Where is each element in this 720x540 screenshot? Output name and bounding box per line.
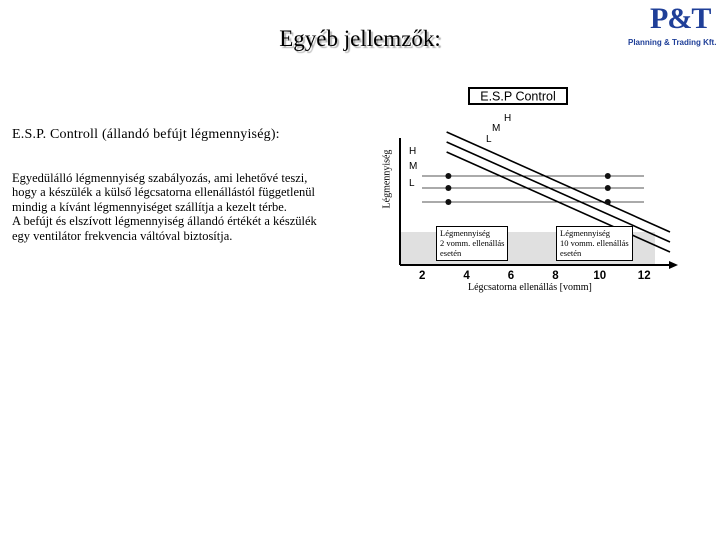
logo-subtitle: Planning & Trading Kft. xyxy=(628,38,717,47)
x-tick-label: 10 xyxy=(593,270,607,282)
description-paragraph xyxy=(12,171,362,243)
note-line: esetén xyxy=(440,248,462,258)
note-line: 10 vomm. ellenállás xyxy=(560,238,629,248)
paragraph-line: egy ventilátor frekvencia váltóval biztosítja. xyxy=(12,228,233,243)
logo-mark: P&T xyxy=(650,2,711,35)
note-2-vomm xyxy=(436,226,508,261)
operating-point xyxy=(605,173,611,179)
paragraph-line: A befújt és elszívott légmennyiség állandó értékét a készülék xyxy=(12,214,317,229)
x-tick-label: 8 xyxy=(552,270,559,282)
paragraph-line: hogy a készülék a külső légcsatorna ellenállástól függetlenül xyxy=(12,185,316,200)
operating-point xyxy=(445,173,451,179)
note-line: 2 vomm. ellenállás xyxy=(440,238,505,248)
y-axis-label: Légmennyiség xyxy=(381,149,393,209)
x-tick-label: 2 xyxy=(418,270,426,282)
curve-labels-top xyxy=(486,113,511,145)
operating-point xyxy=(445,185,451,191)
x-axis-arrow xyxy=(669,261,678,269)
x-tick-label: 4 xyxy=(463,270,470,282)
curve-labels-side xyxy=(409,146,417,189)
company-logo xyxy=(624,2,720,52)
operating-point xyxy=(605,199,611,205)
curve-label-m-top: M xyxy=(492,123,501,134)
operating-point xyxy=(605,185,611,191)
paragraph-line: Egyedülálló légmennyiség szabályozás, ami lehetővé teszi, xyxy=(12,171,308,185)
x-tick-label: 6 xyxy=(507,270,515,282)
paragraph-line: mindig a kívánt légmennyiséget szállítja a kezelt térbe. xyxy=(12,199,287,214)
x-axis-label: Légcsatorna ellenállás [vomm] xyxy=(468,282,592,293)
esp-control-diagram xyxy=(380,80,680,295)
curve-label-l-top: L xyxy=(486,134,492,145)
section-heading: E.S.P. Controll (állandó befújt légmennyiség): xyxy=(12,127,280,142)
note-line: Légmennyiség xyxy=(440,228,491,238)
operating-point xyxy=(445,199,451,205)
curve-label-m-side: M xyxy=(409,161,418,172)
curve-label-h-side: H xyxy=(409,146,417,157)
slide-title: Egyéb jellemzők: xyxy=(279,26,441,51)
x-tick-labels xyxy=(419,270,651,282)
fan-curve-h xyxy=(447,132,670,232)
note-line: Légmennyiség xyxy=(560,228,611,238)
note-line: esetén xyxy=(560,248,582,258)
curve-label-l-side: L xyxy=(409,178,415,189)
diagram-title: E.S.P Control xyxy=(480,89,556,104)
note-10-vomm xyxy=(556,226,633,261)
curve-label-h-top: H xyxy=(504,113,512,124)
x-tick-label: 12 xyxy=(637,270,651,282)
